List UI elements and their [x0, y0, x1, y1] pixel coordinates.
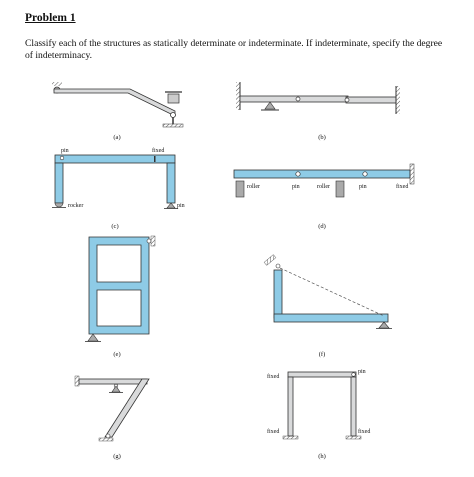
- frame-column-right: [351, 377, 356, 436]
- wall-right: [396, 86, 400, 114]
- figure-g: [75, 376, 149, 460]
- pin-joint: [352, 373, 356, 377]
- internal-pin: [296, 172, 300, 176]
- fixed-support-right: [346, 436, 361, 439]
- figure-e: [85, 236, 155, 358]
- label-pin-2: pin: [359, 184, 367, 190]
- label-pin-1: pin: [292, 184, 300, 190]
- label-fixed-top: fixed: [267, 374, 280, 380]
- problem-title: Problem 1: [25, 12, 76, 24]
- ground-hatch: [52, 82, 62, 86]
- hinge: [171, 113, 176, 118]
- frame-column-right: [167, 163, 175, 203]
- label-roller-1: roller: [247, 184, 260, 190]
- continuous-beam: [234, 170, 410, 178]
- rocker-support: [55, 203, 63, 207]
- beam-segment: [346, 97, 396, 103]
- dashed-reference-line: [280, 268, 384, 316]
- label-fixed: fixed: [152, 148, 165, 154]
- figure-a: [52, 82, 183, 141]
- wall-left: [236, 82, 240, 110]
- pin-support: [167, 203, 175, 208]
- pin-support: [88, 334, 98, 341]
- problem-instructions: Classify each of the structures as statically determinate or indeterminate. If indeterminate, specify the degree of indeterminacy.: [25, 38, 443, 61]
- figure-d-caption: (d): [318, 223, 326, 230]
- figure-f-caption: (f): [318, 351, 326, 358]
- wall-fixed: [75, 376, 79, 386]
- figure-c: [52, 147, 185, 230]
- label-pin: pin: [358, 369, 366, 375]
- fixed-joint-mark: [154, 156, 156, 162]
- pin-support: [265, 102, 275, 109]
- frame-column: [274, 270, 282, 318]
- wall-fixed: [410, 164, 414, 184]
- figure-a-caption: (a): [113, 134, 121, 141]
- pin-joint: [276, 264, 280, 268]
- inclined-member: [105, 379, 149, 437]
- inclined-support: [264, 255, 276, 266]
- label-fixed-bottom-left: fixed: [267, 429, 280, 435]
- frame-column-left: [55, 163, 63, 203]
- pin-support: [379, 322, 389, 328]
- figure-c-caption: (c): [111, 223, 119, 230]
- ground-hatch: [99, 438, 113, 441]
- internal-hinge: [345, 98, 349, 102]
- frame-beam: [55, 155, 175, 163]
- fixed-support-left: [283, 436, 298, 439]
- ground-hatch: [163, 124, 183, 127]
- label-fixed: fixed: [396, 184, 409, 190]
- label-roller-2: roller: [317, 184, 330, 190]
- horizontal-member: [79, 379, 147, 384]
- label-pin-top: pin: [61, 148, 69, 154]
- figure-b-caption: (b): [318, 134, 326, 141]
- label-rocker: rocker: [68, 203, 84, 209]
- roller-support: [336, 181, 344, 197]
- pin-support: [112, 386, 120, 392]
- pin-joint: [147, 239, 151, 243]
- label-fixed-bottom-right: fixed: [358, 429, 371, 435]
- pin-joint: [60, 156, 64, 160]
- figure-h: [267, 369, 370, 460]
- frame-column-left: [288, 377, 293, 436]
- figure-b: [236, 82, 400, 141]
- frame-beam: [288, 372, 356, 377]
- wall-support: [151, 236, 155, 246]
- figure-e-caption: (e): [113, 351, 121, 358]
- internal-pin: [363, 172, 367, 176]
- frame-beam: [274, 314, 388, 322]
- figure-f: [264, 255, 392, 358]
- label-pin-bottom: pin: [177, 203, 185, 209]
- roller-support: [236, 181, 244, 197]
- figure-h-caption: (h): [318, 453, 326, 460]
- figure-d: [234, 164, 414, 230]
- two-panel-frame: [89, 237, 149, 334]
- figure-g-caption: (g): [113, 453, 121, 460]
- beam-segment: [240, 96, 348, 102]
- bent-beam: [54, 89, 175, 116]
- roller-guide: [168, 94, 179, 103]
- pin-joint: [106, 434, 110, 438]
- internal-hinge: [296, 97, 300, 101]
